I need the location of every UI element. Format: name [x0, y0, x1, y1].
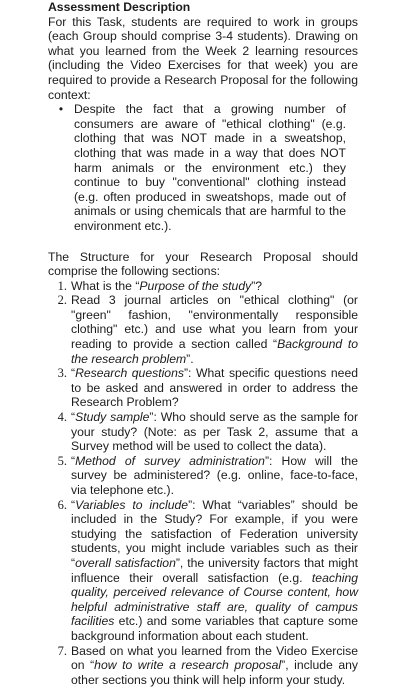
- context-bullet-text: Despite the fact that a growing number of consumers are aware of "ethical clothing" (e.g. clothing that was NOT made in a sweatshop, clothing that was made in a way that does NOT harm animals or the environment etc.) they continue to buy "conventional" clothing instead (e.g. often produced in sweatshops, made out of animals or using chemicals that are harmful to the environment etc.).: [74, 102, 346, 233]
- list-item: 6. “Variables to include”: What “variables” should be included in the Study? For example, if you were studying the satisfaction of Federation university students, you might include variables such as their “overall satisfaction”, the university factors that might influence their overall satisfaction (e.g. teaching quality, perceived relevance of Course content, how helpful administrative staff are, quality of campus facilities etc.) and some variables that capture some background information about each student.: [57, 497, 359, 643]
- list-item: 4. “Study sample”: Who should serve as the sample for your study? (Note: as per Task 2, assume that a Survey method will be used to collect the data).: [57, 410, 359, 454]
- list-item: 1. What is the “Purpose of the study”?: [57, 278, 263, 293]
- context-bullet: [48, 102, 358, 233]
- structure-intro: The Structure for your Research Proposal should comprise the following sections:: [48, 249, 358, 279]
- list-item: 5. “Method of survey administration”: How will the survey be administered? (e.g. online, face-to-face, via telephone etc.).: [57, 453, 358, 497]
- bullet-dot-icon: •: [58, 102, 64, 117]
- paragraph-gap: [48, 234, 402, 250]
- assessment-heading: Assessment Description: [48, 0, 191, 14]
- list-item: 2. Read 3 journal articles on "ethical clothing" (or "green" fashion, "environmentally responsible clothing" etc.) and use what you learn from your reading to provide a section called “Background to the research problem”.: [57, 293, 358, 366]
- list-item: 7. Based on what you learned from the Video Exercise on “how to write a research proposal”, include any other sections you think will help inform your study.: [57, 643, 358, 687]
- intro-paragraph: For this Task, students are required to work in groups (each Group should comprise 3-4 students). Drawing on what you learned from the Week 2 learning resources (including the Video Exercises for that week) you are required to provide a Research Proposal for the following context:: [48, 14, 358, 102]
- section-list: [48, 279, 358, 688]
- list-item: 3. “Research questions”: What specific questions need to be asked and answered in order to address the Research Problem?: [57, 366, 358, 410]
